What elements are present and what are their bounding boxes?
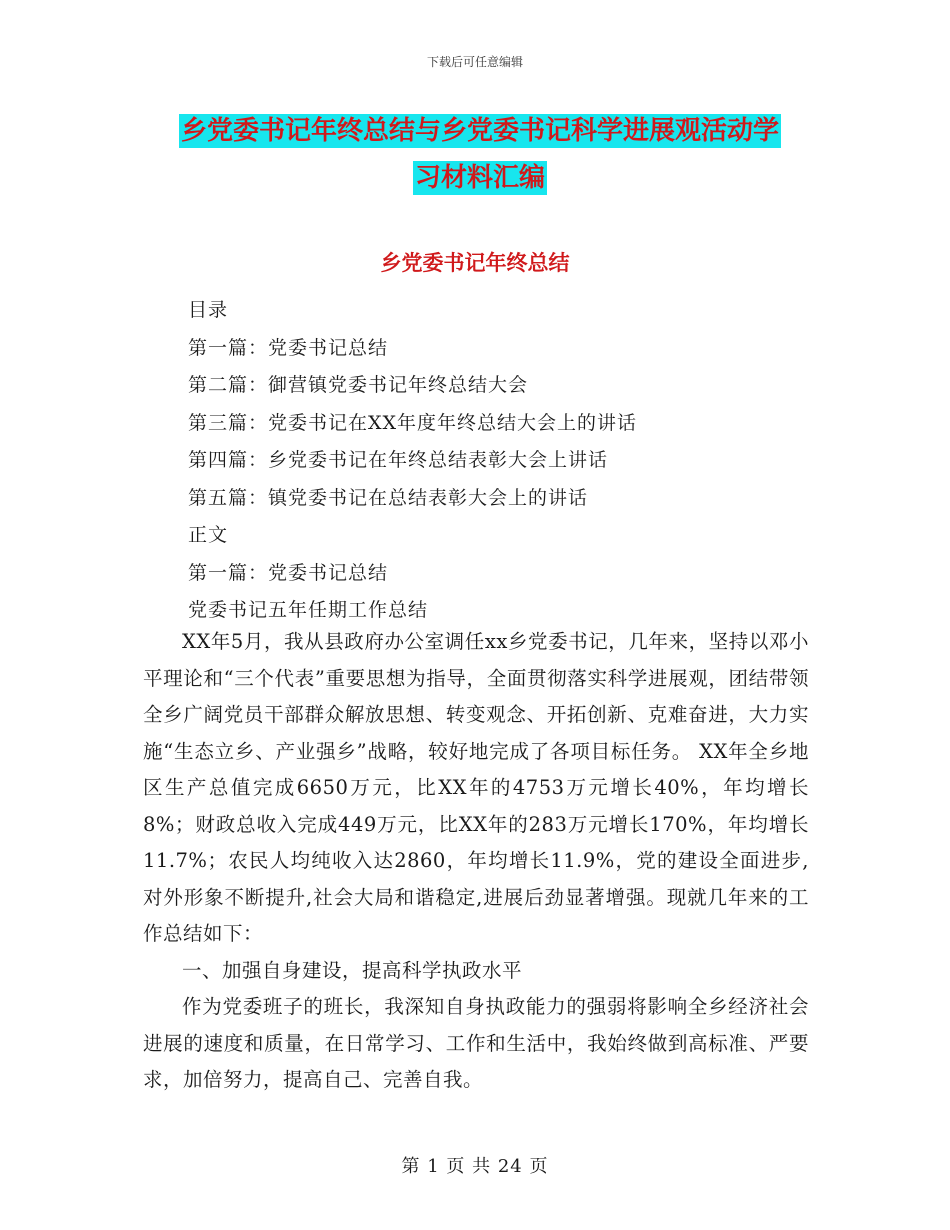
document-title xyxy=(140,108,820,202)
section-subtitle: 乡党委书记年终总结 xyxy=(380,251,570,275)
toc-item: 第三篇：党委书记在XX年度年终总结大会上的讲话 xyxy=(188,411,638,434)
toc-item: 第五篇：镇党委书记在总结表彰大会上的讲话 xyxy=(188,486,589,509)
title-line-1: 乡党委书记年终总结与乡党委书记科学进展观活动学 xyxy=(180,116,779,146)
section-heading: 一、加强自身建设，提高科学执政水平 xyxy=(182,958,523,982)
paragraph: 作为党委班子的班长，我深知自身执政能力的强弱将影响全乡经济社会进展的速度和质量，在日常学习、工作和生活中，我始终做到高标准、严要求，加倍努力，提高自己、完善自我。 xyxy=(143,995,809,1091)
table-of-contents xyxy=(188,292,637,630)
toc-item: 第二篇：御营镇党委书记年终总结大会 xyxy=(188,374,529,396)
page-number: 第 1 页 共 24 页 xyxy=(401,1156,549,1177)
article-title: 党委书记五年任期工作总结 xyxy=(188,599,429,621)
paragraph: XX年5月，我从县政府办公室调任xx乡党委书记，几年来，坚持以邓小平理论和“三个代表”重要思想为指导，全面贯彻落实科学进展观，团结带领全乡广阔党员干部群众解放思想、转变观念、开拓创新、克难奋进，大力实施“生态立乡、产业强乡”战略，较好地完成了各项目标任务。 XX年全乡地区生产总值完成6650万元，比XX年的4753万元增长40%，年均增长8%；财政总收入完成449万元，比XX年的283万元增长170%，年均增长11.7%；农民人均纯收入达2860，年均增长11.9%，党的建设全面进步,对外形象不断提升,社会大局和谐稳定,进展后劲显著增强。现就几年来的工作总结如下： xyxy=(143,630,809,945)
body-text xyxy=(143,624,809,1099)
chapter-heading: 第一篇：党委书记总结 xyxy=(188,561,389,584)
body-heading: 正文 xyxy=(188,524,229,546)
title-line-2: 习材料汇编 xyxy=(414,163,545,193)
toc-item: 第四篇：乡党委书记在年终总结表彰大会上讲话 xyxy=(188,449,609,471)
toc-heading: 目录 xyxy=(188,299,229,321)
header-note: 下载后可任意编辑 xyxy=(426,55,523,69)
toc-item: 第一篇：党委书记总结 xyxy=(188,336,389,359)
